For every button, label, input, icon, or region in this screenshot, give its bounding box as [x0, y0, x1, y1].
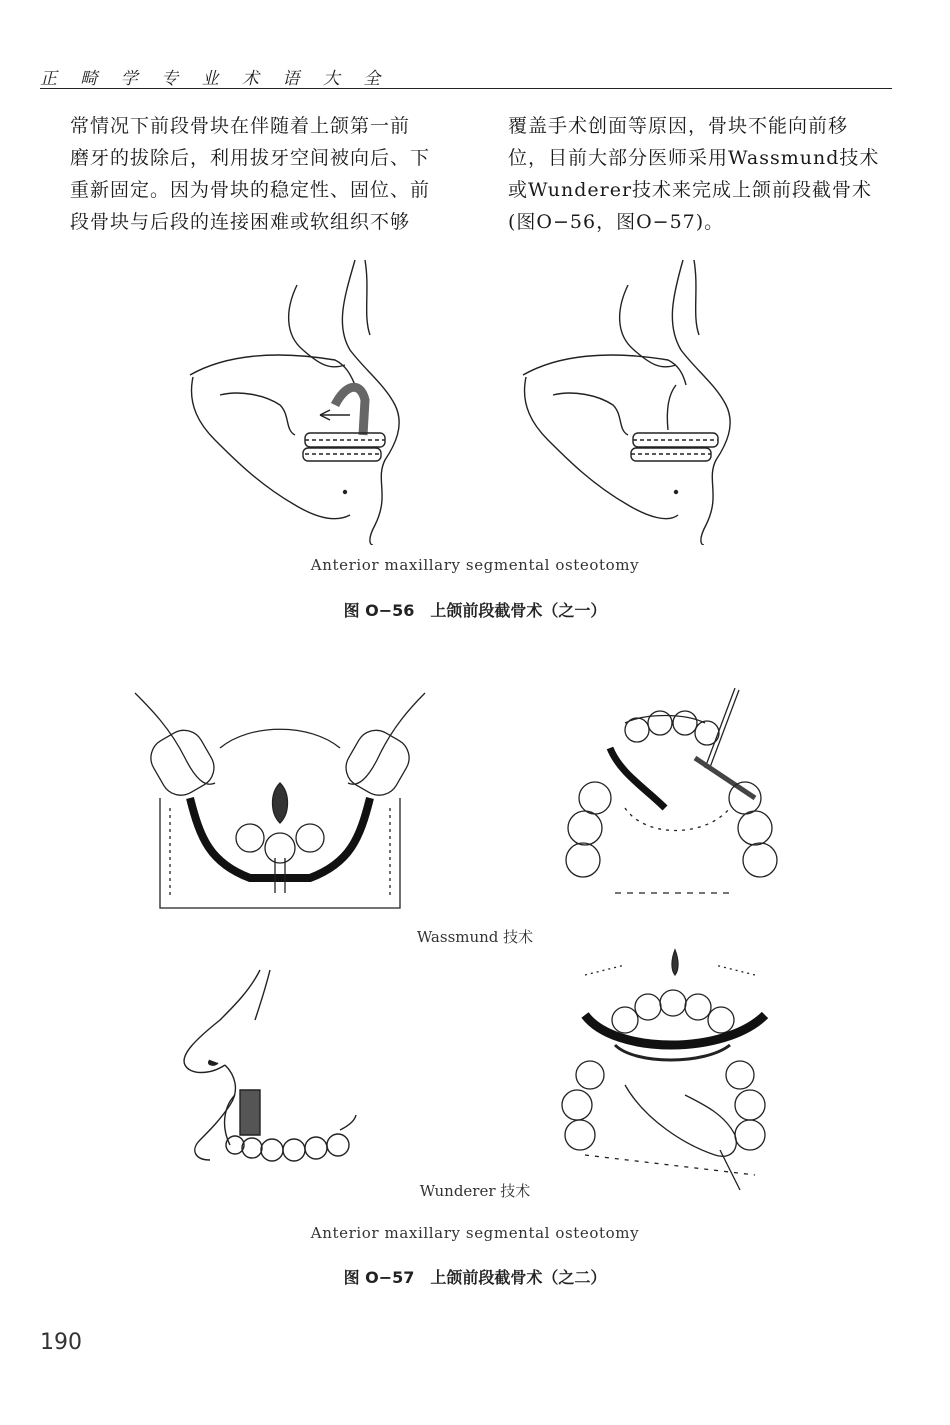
text-line: 常情况下前段骨块在伴随着上颌第一前 [70, 115, 411, 137]
figure57-caption: 图 O−57 上颌前段截骨术（之二） [343, 1268, 607, 1287]
text-line: 磨牙的拔除后，利用拔牙空间被向后、下 [70, 147, 431, 169]
body-text-left-column [70, 110, 465, 238]
text-line: 覆盖手术创面等原因，骨块不能向前移 [508, 115, 849, 137]
text-line: 或Wunderer技术来完成上颌前段截骨术 [508, 179, 873, 201]
header-divider [40, 88, 892, 89]
figure56-skull-after [518, 255, 758, 545]
figure57-wassmund-palatal-view [555, 688, 795, 913]
body-text-right-column [508, 110, 903, 238]
figure57-label-wassmund: Wassmund 技术 [416, 928, 534, 946]
figure57-caption-english: Anterior maxillary segmental osteotomy [310, 1224, 640, 1242]
figure57-wunderer-palatal-view [555, 945, 785, 1195]
figure56-skull-before [185, 255, 425, 545]
text-line: 位，目前大部分医师采用Wassmund技术 [508, 147, 880, 169]
text-line: 重新固定。因为骨块的稳定性、固位、前 [70, 179, 431, 201]
figure56-caption-english: Anterior maxillary segmental osteotomy [310, 556, 640, 574]
running-header: 正 畸 学 专 业 术 语 大 全 [40, 69, 390, 89]
figure57-wunderer-profile-view [180, 965, 360, 1170]
figure57-label-wunderer: Wunderer 技术 [419, 1182, 531, 1200]
page-number: 190 [40, 1330, 82, 1355]
figure56-caption: 图 O−56 上颌前段截骨术（之一） [343, 601, 607, 620]
figure57-wassmund-frontal-view [130, 688, 430, 913]
text-line: 段骨块与后段的连接困难或软组织不够 [70, 211, 411, 233]
text-line: (图O−56，图O−57)。 [508, 211, 725, 233]
